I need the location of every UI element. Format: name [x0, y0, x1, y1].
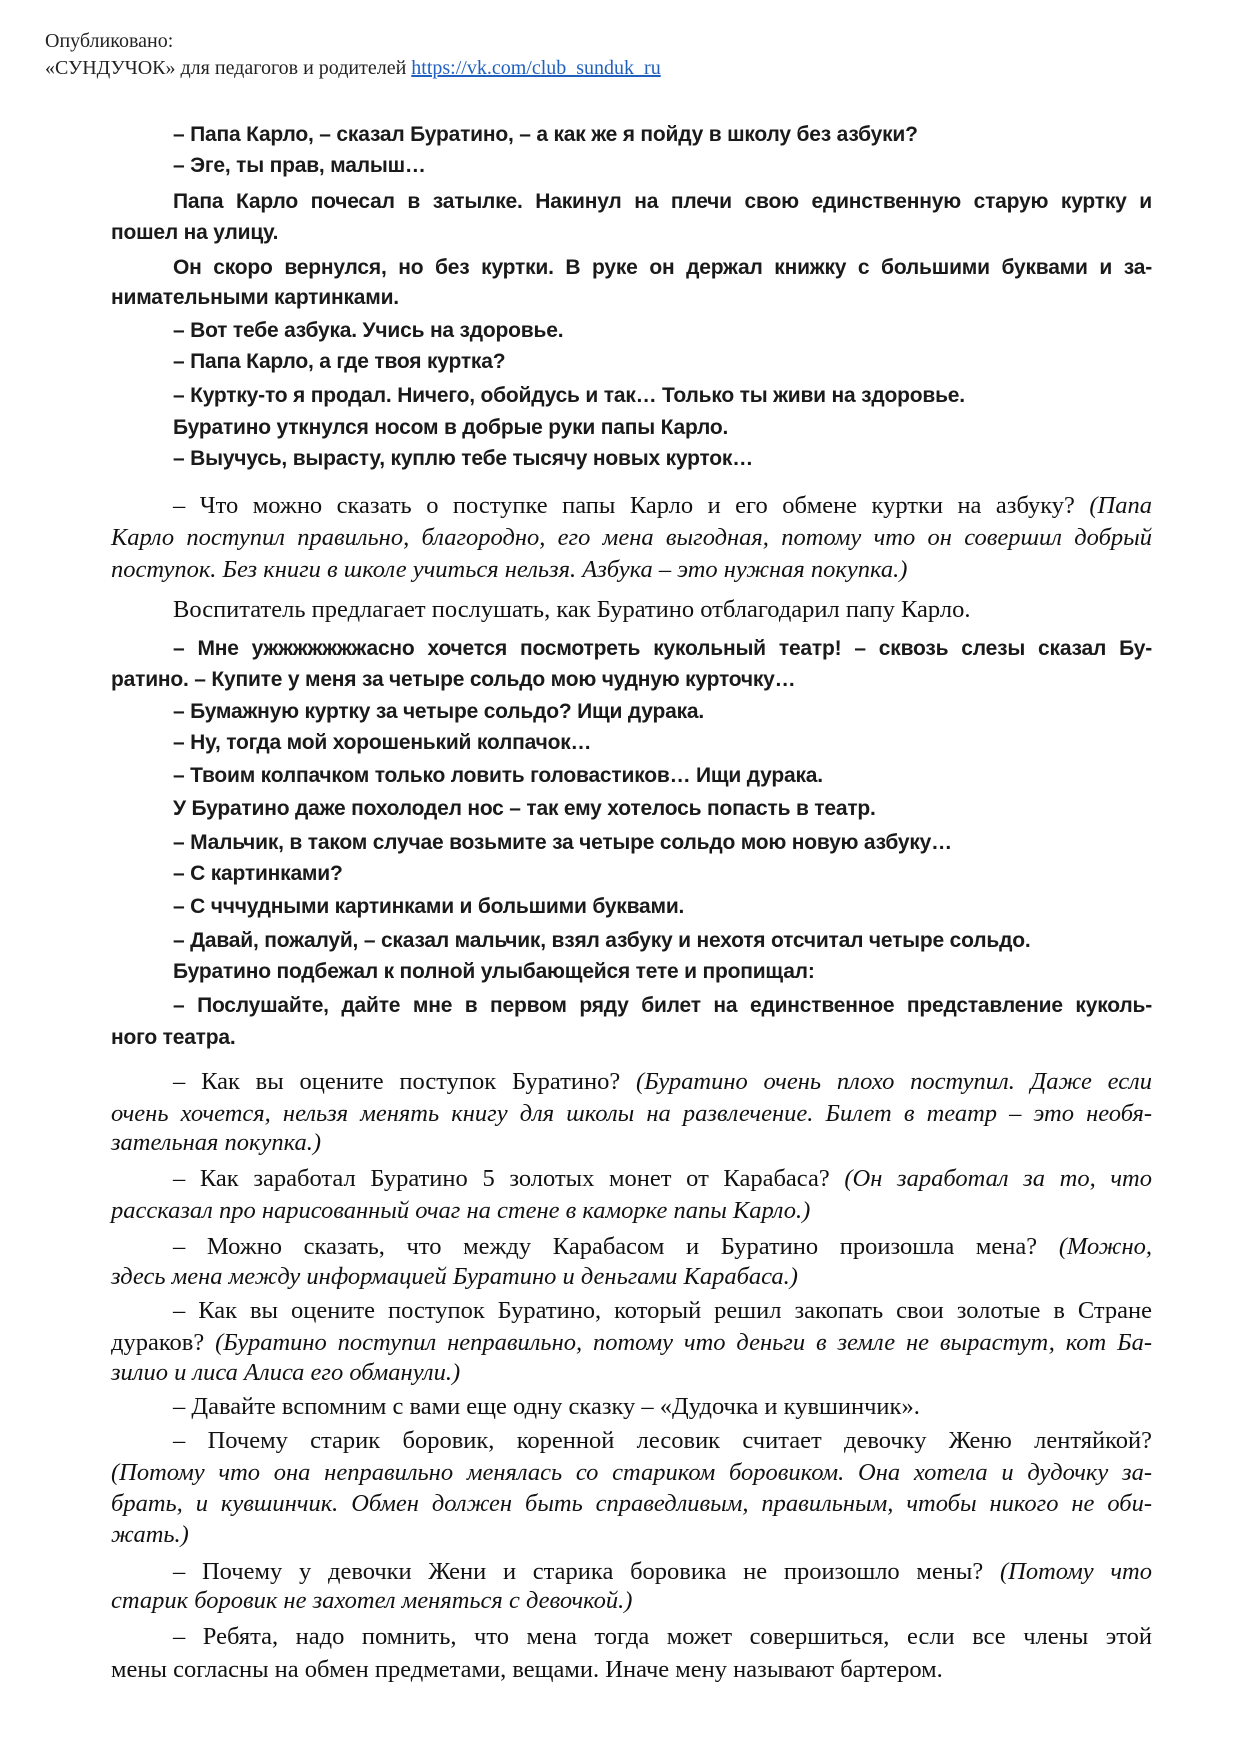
- text-segment: – Почему у девочки Жени и старика боровика не произошло мены?: [173, 1558, 1000, 1585]
- text-segment: – Папа Карло, а где твоя куртка?: [173, 350, 506, 373]
- text-line: [173, 1623, 1152, 1651]
- text-segment: – Как вы оцените поступок Буратино?: [173, 1068, 637, 1095]
- text-segment: – Как вы оцените поступок Буратино, который решил закопать свои золотые в Стране: [173, 1297, 1152, 1324]
- answer-italic-text: (Он заработал за то, что: [844, 1165, 1152, 1192]
- text-line: [173, 637, 1152, 661]
- text-segment: – Мальчик, в таком случае возьмите за четыре сольдо мою новую азбуку…: [173, 831, 952, 854]
- text-line: [111, 221, 1152, 245]
- text-segment: Он скоро вернулся, но без куртки. В руке он держал книжку с большими буквами и за-: [173, 256, 1152, 279]
- text-segment: – Почему старик боровик, коренной лесовик считает девочку Женю лентяйкой?: [173, 1427, 1152, 1454]
- text-line: [111, 1587, 1152, 1615]
- text-line: [111, 1359, 1152, 1387]
- text-segment: – Вот тебе азбука. Учись на здоровье.: [173, 319, 564, 342]
- answer-italic-text: Карло поступил правильно, благородно, его мена выгодная, потому что он совершил добрый: [111, 524, 1152, 551]
- text-segment: Буратино уткнулся носом в добрые руки папы Карло.: [173, 416, 729, 439]
- text-line: [173, 1393, 1152, 1421]
- answer-italic-text: зательная покупка.): [111, 1129, 321, 1156]
- text-segment: – Выучусь, вырасту, куплю тебе тысячу новых курток…: [173, 447, 753, 470]
- text-line: [173, 190, 1152, 214]
- text-line: [173, 447, 1152, 471]
- text-segment: – Послушайте, дайте мне в первом ряду билет на единственное представление куколь-: [173, 994, 1152, 1017]
- text-line: [173, 895, 1152, 919]
- text-line: [173, 416, 1152, 440]
- text-line: [173, 350, 1152, 374]
- text-segment: – Куртку-то я продал. Ничего, обойдусь и так… Только ты живи на здоровье.: [173, 384, 965, 407]
- text-segment: – Как заработал Буратино 5 золотых монет от Карабаса?: [173, 1165, 845, 1192]
- answer-italic-text: брать, и кувшинчик. Обмен должен быть справедливым, правильным, чтобы никого не оби-: [111, 1490, 1152, 1517]
- text-segment: ного театра.: [111, 1026, 236, 1049]
- text-line: [111, 556, 1152, 584]
- text-segment: – С картинками?: [173, 862, 343, 885]
- text-line: [173, 797, 1152, 821]
- text-segment: – Эге, ты прав, малыш…: [173, 154, 426, 177]
- text-line: [173, 154, 1152, 178]
- text-segment: – Ну, тогда мой хорошенький колпачок…: [173, 731, 592, 754]
- text-line: [173, 831, 1152, 855]
- text-segment: – С чччудными картинками и большими буквами.: [173, 895, 685, 918]
- answer-italic-text: (Можно,: [1058, 1233, 1152, 1260]
- source-line: [45, 57, 661, 80]
- answer-italic-text: (Буратино очень плохо поступил. Даже если: [636, 1068, 1152, 1095]
- text-line: [173, 256, 1152, 280]
- text-segment: – Давайте вспомним с вами еще одну сказку – «Дудочка и кувшинчик».: [173, 1393, 920, 1420]
- answer-italic-text: очень хочется, нельзя менять книгу для школы на развлечение. Билет в театр – это необя-: [111, 1100, 1152, 1127]
- text-line: [173, 1427, 1152, 1455]
- text-segment: Буратино подбежал к полной улыбающейся тете и пропищал:: [173, 960, 815, 983]
- text-segment: пошел на улицу.: [111, 221, 279, 244]
- text-line: [173, 994, 1152, 1018]
- answer-italic-text: (Буратино поступил неправильно, потому что деньги в земле не вырастут, кот Ба-: [215, 1329, 1152, 1356]
- answer-italic-text: здесь мена между информацией Буратино и деньгами Карабаса.): [111, 1263, 798, 1290]
- text-line: [173, 862, 1152, 886]
- text-line: [111, 1521, 1152, 1549]
- text-segment: мены согласны на обмен предметами, вещами. Иначе мену называют бартером.: [111, 1656, 943, 1683]
- answer-italic-text: (Папа: [1089, 492, 1152, 519]
- text-segment: нимательными картинками.: [111, 286, 399, 309]
- text-line: [173, 319, 1152, 343]
- text-line: [111, 524, 1152, 552]
- text-segment: – Бумажную куртку за четыре сольдо? Ищи дурака.: [173, 700, 705, 723]
- answer-italic-text: жать.): [111, 1521, 189, 1548]
- text-line: [111, 1129, 1152, 1157]
- answer-italic-text: рассказал про нарисованный очаг на стене в каморке папы Карло.): [111, 1197, 811, 1224]
- text-segment: – Ребята, надо помнить, что мена тогда может совершиться, если все члены этой: [173, 1623, 1152, 1650]
- source-text: «СУНДУЧОК» для педагогов и родителей: [45, 57, 412, 79]
- text-line: [111, 1197, 1152, 1225]
- answer-italic-text: (Потому что: [1000, 1558, 1152, 1585]
- text-line: [173, 492, 1152, 520]
- text-line: [173, 123, 1152, 147]
- text-line: [173, 700, 1152, 724]
- text-line: [173, 384, 1152, 408]
- text-segment: – Что можно сказать о поступке папы Карло и его обмене куртки на азбуку?: [173, 492, 1090, 519]
- text-line: [111, 1100, 1152, 1128]
- text-segment: У Буратино даже похолодел нос – так ему хотелось попасть в театр.: [173, 797, 876, 820]
- text-segment: – Папа Карло, – сказал Буратино, – а как же я пойду в школу без азбуки?: [173, 123, 918, 146]
- text-line: [111, 1026, 1152, 1050]
- text-segment: Папа Карло почесал в затылке. Накинул на плечи свою единственную старую куртку и: [173, 190, 1152, 213]
- answer-italic-text: старик боровик не захотел меняться с девочкой.): [111, 1587, 633, 1614]
- text-line: [173, 1233, 1152, 1261]
- answer-italic-text: поступок. Без книги в школе учиться нельзя. Азбука – это нужная покупка.): [111, 556, 908, 583]
- text-line: [111, 1459, 1152, 1487]
- text-line: [173, 764, 1152, 788]
- text-segment: ратино. – Купите у меня за четыре сольдо мою чудную курточку…: [111, 668, 796, 691]
- text-segment: – Твоим колпачком только ловить головастиков… Ищи дурака.: [173, 764, 823, 787]
- text-line: [111, 1263, 1152, 1291]
- text-line: [173, 596, 1152, 624]
- text-segment: – Давай, пожалуй, – сказал мальчик, взял азбуку и нехотя отсчитал четыре сольдо.: [173, 929, 1031, 952]
- published-label: Опубликовано:: [45, 30, 174, 52]
- text-line: [173, 1165, 1152, 1193]
- text-segment: – Мне ужжжжжжжасно хочется посмотреть кукольный театр! – сквозь слезы сказал Бу-: [173, 637, 1152, 660]
- answer-italic-text: (Потому что она неправильно менялась со стариком боровиком. Она хотела и дудочку за-: [111, 1459, 1152, 1486]
- text-segment: дураков?: [111, 1329, 216, 1356]
- text-line: [173, 929, 1152, 953]
- text-line: [173, 960, 1152, 984]
- text-line: [111, 668, 1152, 692]
- text-segment: – Можно сказать, что между Карабасом и Буратино произошла мена?: [173, 1233, 1059, 1260]
- text-line: [173, 1297, 1152, 1325]
- answer-italic-text: зилио и лиса Алиса его обманули.): [111, 1359, 461, 1386]
- text-segment: Воспитатель предлагает послушать, как Буратино отблагодарил папу Карло.: [173, 596, 971, 623]
- vk-club-link[interactable]: https://vk.com/club_sunduk_ru: [411, 57, 661, 79]
- text-line: [173, 1068, 1152, 1096]
- text-line: [173, 731, 1152, 755]
- text-line: [111, 1656, 1152, 1684]
- text-line: [111, 1490, 1152, 1518]
- text-line: [111, 1329, 1152, 1357]
- text-line: [173, 1558, 1152, 1586]
- text-line: [111, 286, 1152, 310]
